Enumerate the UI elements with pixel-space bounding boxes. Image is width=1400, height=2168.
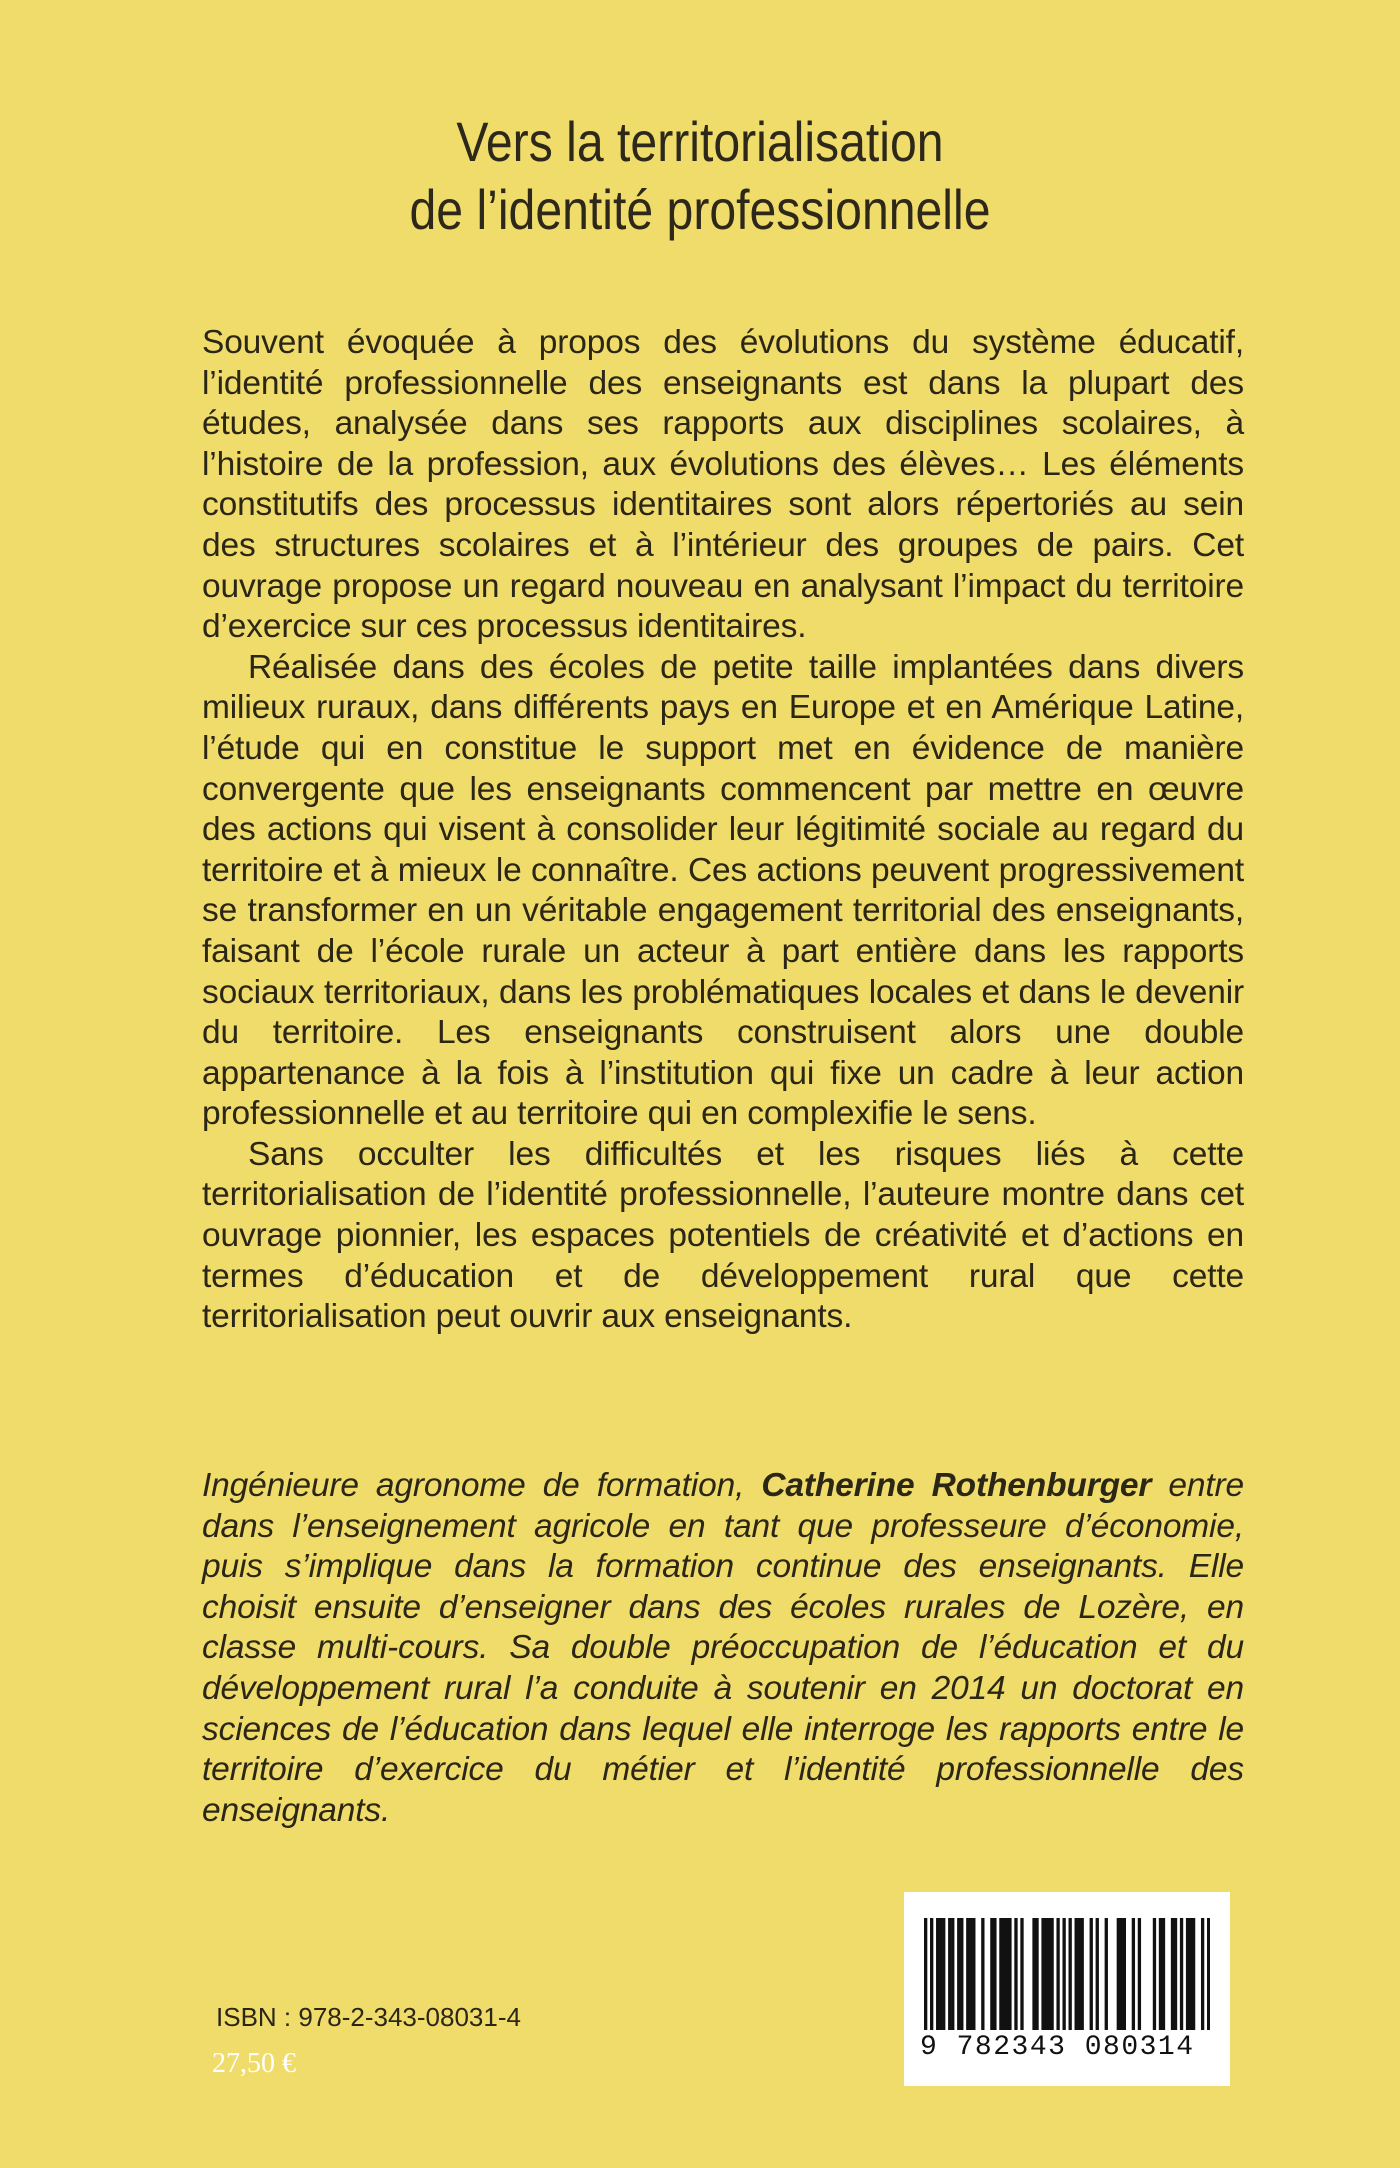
- author-name: Catherine Rothenburger: [761, 1467, 1152, 1504]
- barcode-bar: [1002, 1918, 1005, 2030]
- barcode-bar: [1186, 1918, 1189, 2030]
- barcode-bar: [1180, 1918, 1183, 2030]
- barcode-bar: [1153, 1918, 1156, 2030]
- barcode-bar: [981, 1918, 984, 2030]
- barcode-bar: [969, 1918, 972, 2030]
- barcode-bar: [948, 1918, 951, 2030]
- barcode-bar: [1081, 1918, 1084, 2030]
- title-line-1: Vers la territorialisation: [456, 110, 944, 173]
- book-title: [98, 108, 1302, 244]
- barcode-bar: [1138, 1918, 1141, 2030]
- barcode-bar: [951, 1918, 954, 2030]
- barcode-bar: [1032, 1918, 1035, 2030]
- bio-text: entre dans l’enseignement agricole en tant que professeure d’économie, puis s’implique dans la formation continue des enseignants. Elle choisit ensuite d’enseigner dans des écoles rurales de Lozère, en classe multi-cours. Sa double préoccupation de l’éducation et du développement rural l’a conduite à soutenir en 2014 un doctorat en sciences de l’éducation dans lequel elle interroge les rapports entre le territoire d’exercice du métier et l’identité professionnelle des enseignants.: [202, 1467, 1245, 1829]
- barcode-bar: [1132, 1918, 1135, 2030]
- barcode-bar: [1069, 1918, 1072, 2030]
- barcode-bars: [924, 1918, 1210, 2030]
- barcode-bar: [1117, 1918, 1120, 2030]
- barcode-bar: [1062, 1918, 1065, 2030]
- barcode-bar: [930, 1918, 933, 2030]
- barcode-bar: [1044, 1918, 1047, 2030]
- barcode-bar: [1207, 1918, 1210, 2030]
- barcode-bar: [1189, 1918, 1192, 2030]
- barcode-bar: [960, 1918, 963, 2030]
- author-bio: [202, 1466, 1244, 1831]
- barcode-bar: [1120, 1918, 1123, 2030]
- barcode-bar: [966, 1918, 969, 2030]
- description: [202, 323, 1244, 1338]
- bio-intro: Ingénieure agronome de formation,: [202, 1467, 762, 1504]
- isbn: ISBN : 978-2-343-08031-4: [216, 2002, 521, 2032]
- barcode-bar: [1123, 1918, 1126, 2030]
- barcode-bar: [1078, 1918, 1081, 2030]
- barcode-bar: [957, 1918, 960, 2030]
- barcode-digits: 9 782343 080314: [920, 2032, 1195, 2063]
- barcode-bar: [1162, 1918, 1165, 2030]
- barcode-bar: [1075, 1918, 1078, 2030]
- barcode-bar: [990, 1918, 993, 2030]
- barcode-bar: [936, 1918, 939, 2030]
- barcode-bar: [972, 1918, 975, 2030]
- barcode: [904, 1892, 1230, 2086]
- barcode-bar: [1171, 1918, 1174, 2030]
- barcode-bar: [1159, 1918, 1162, 2030]
- title-line-2: de l’identité professionnelle: [409, 178, 991, 241]
- barcode-bar: [1041, 1918, 1044, 2030]
- barcode-bar: [1050, 1918, 1053, 2030]
- barcode-bar: [1174, 1918, 1177, 2030]
- barcode-bar: [1020, 1918, 1023, 2030]
- barcode-bar: [1096, 1918, 1099, 2030]
- barcode-bar: [924, 1918, 927, 2030]
- barcode-bar: [942, 1918, 945, 2030]
- barcode-bar: [1056, 1918, 1059, 2030]
- barcode-bar: [1047, 1918, 1050, 2030]
- barcode-bar: [999, 1918, 1002, 2030]
- description-paragraph-1: Souvent évoquée à propos des évolutions du système éducatif, l’identité professionnelle des enseignants est dans la plupart des études, analysée dans ses rapports aux disciplines scolaires, à l’histoire de la profession, aux évolutions des élèves… Les éléments constitutifs des processus identitaires sont alors répertoriés au sein des structures scolaires et à l’intérieur des groupes de pairs. Cet ouvrage propose un regard nouveau en analysant l’impact du territoire d’exercice sur ces processus identitaires.: [202, 324, 1244, 646]
- barcode-bar: [1014, 1918, 1017, 2030]
- price: 27,50 €: [212, 2048, 296, 2079]
- barcode-bar: [1201, 1918, 1204, 2030]
- barcode-bar: [1035, 1918, 1038, 2030]
- barcode-bar: [939, 1918, 942, 2030]
- barcode-bar: [1005, 1918, 1008, 2030]
- description-paragraph-3: Sans occulter les difficultés et les risques liés à cette territorialisation de l’identité professionnelle, l’auteure montre dans cet ouvrage pionnier, les espaces potentiels de créativité et d’actions en termes d’éducation et de développement rural que cette territorialisation peut ouvrir aux enseignants.: [202, 1135, 1244, 1336]
- barcode-bar: [1192, 1918, 1195, 2030]
- barcode-bar: [993, 1918, 996, 2030]
- description-paragraph-2: Réalisée dans des écoles de petite taille implantées dans divers milieux ruraux, dans différents pays en Europe et en Amérique Latine, l’étude qui en constitue le support met en évidence de manière convergente que les enseignants commencent par mettre en œuvre des actions qui visent à consolider leur légitimité sociale au regard du territoire et à mieux le connaître. Ces actions peuvent progressivement se transformer en un véritable engagement territorial des enseignants, faisant de l’école rurale un acteur à part entière dans les rapports sociaux territoriaux, dans les problématiques locales et dans le devenir du territoire. Les enseignants construisent alors une double appartenance à la fois à l’institution qui fixe un cadre à leur action professionnelle et au territoire qui en complexifie le sens.: [202, 648, 1244, 1133]
- barcode-bar: [1008, 1918, 1011, 2030]
- barcode-bar: [1090, 1918, 1093, 2030]
- barcode-bar: [1105, 1918, 1108, 2030]
